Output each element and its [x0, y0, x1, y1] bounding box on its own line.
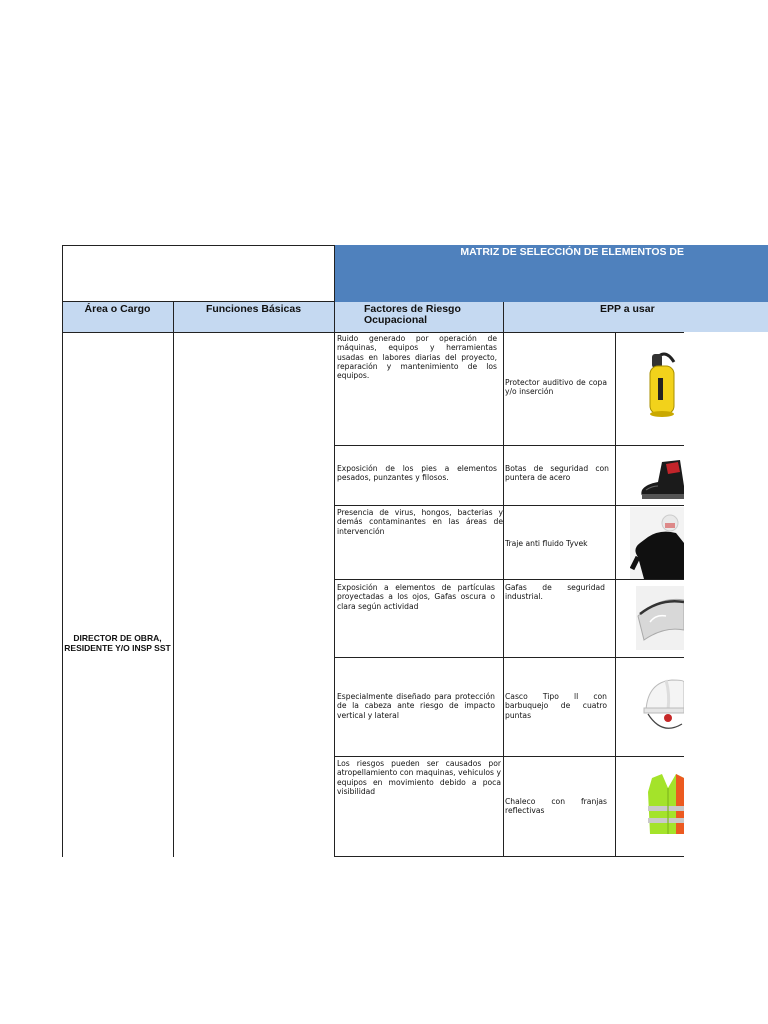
safety-boot-icon — [640, 456, 684, 502]
grid-line — [62, 301, 334, 302]
grid-line — [615, 332, 616, 857]
grid-line — [334, 657, 684, 658]
grid-line — [334, 245, 335, 857]
epp-text: Protector auditivo de copa y/o inserción — [505, 378, 607, 397]
epp-text: Casco Tipo ll con barbuquejo de cuatro puntas — [505, 692, 607, 720]
ear-protector-icon — [640, 344, 684, 420]
safety-glasses-icon — [636, 586, 684, 650]
grid-line — [62, 245, 63, 857]
epp-text: Chaleco con franjas reflectivas — [505, 797, 607, 816]
grid-line — [62, 245, 334, 246]
header-epp: EPP a usar — [600, 303, 655, 315]
header-funciones: Funciones Básicas — [205, 303, 302, 315]
grid-line — [503, 302, 504, 857]
epp-text: Botas de seguridad con puntera de acero — [505, 464, 609, 483]
grid-line — [334, 856, 684, 857]
area-cargo-value: DIRECTOR DE OBRA, RESIDENTE Y/O INSP SST — [64, 633, 171, 653]
grid-line — [62, 332, 684, 333]
risk-factor-text: Presencia de virus, hongos, bacterias y demás contaminantes en las áreas de intervención — [337, 508, 503, 536]
risk-factor-text: Ruido generado por operación de máquinas, equipos y herramientas usadas en labores diarias del proyecto, reparación y mantenimiento de los equipos. — [337, 334, 497, 381]
grid-line — [334, 756, 684, 757]
header-factores: Factores de Riesgo Ocupacional — [364, 303, 461, 326]
risk-factor-text: Exposición de los pies a elementos pesados, punzantes y filosos. — [337, 464, 497, 483]
matrix-title: MATRIZ DE SELECCIÓN DE ELEMENTOS DE — [460, 246, 684, 258]
risk-factor-text: Exposición a elementos de partículas proyectadas a los ojos, Gafas oscura o clara según actividad — [337, 583, 495, 611]
epp-text: Traje anti fluido Tyvek — [505, 539, 588, 548]
risk-factor-text: Especialmente diseñado para protección de la cabeza ante riesgo de impacto vertical y lateral — [337, 692, 495, 720]
protective-suit-icon — [630, 507, 684, 579]
grid-line — [334, 445, 684, 446]
grid-line — [173, 302, 174, 857]
risk-factor-text: Los riesgos pueden ser causados por atropellamiento con maquinas, vehiculos y equipos en movimiento debido a poca visibilidad — [337, 759, 501, 796]
header-area: Área o Cargo — [84, 303, 151, 315]
grid-line — [334, 579, 684, 580]
epp-text: Gafas de seguridad industrial. — [505, 583, 605, 602]
helmet-icon — [642, 664, 684, 744]
reflective-vest-icon — [646, 772, 684, 836]
grid-line — [334, 505, 684, 506]
